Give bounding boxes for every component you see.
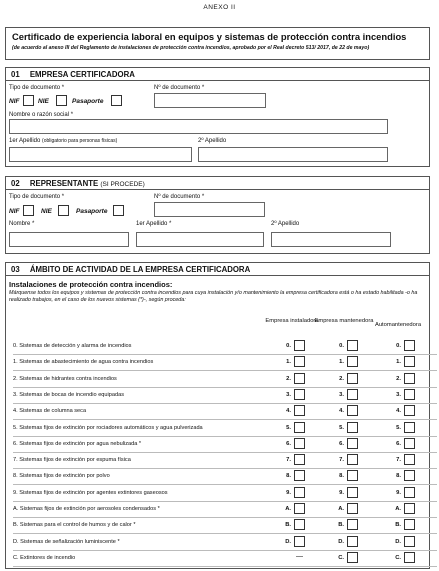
row-mark: 9. [286, 489, 291, 496]
automantenedora-checkbox[interactable] [404, 389, 415, 400]
table-row [13, 404, 437, 420]
row-mark: 1. [286, 359, 291, 366]
option-pasaporte-label: Pasaporte [76, 208, 108, 215]
section-number: 03 [11, 265, 20, 274]
table-row [13, 421, 437, 437]
row-mark: 9. [396, 489, 401, 496]
row-mark: 2. [286, 375, 291, 382]
col-empresa-instaladora: Empresa instaladora [265, 318, 319, 324]
mantenedora-checkbox[interactable] [347, 340, 358, 351]
instaladora-checkbox[interactable] [294, 405, 305, 416]
section-title: ÁMBITO DE ACTIVIDAD DE LA EMPRESA CERTIFICADORA [29, 265, 251, 274]
row-label: 2. Sistemas de hidrantes contra incendios [13, 375, 117, 382]
surname2-field[interactable] [271, 232, 391, 247]
automantenedora-checkbox[interactable] [404, 454, 415, 465]
automantenedora-checkbox[interactable] [404, 470, 415, 481]
automantenedora-checkbox[interactable] [404, 373, 415, 384]
automantenedora-checkbox[interactable] [404, 552, 415, 563]
option-pasaporte-label: Pasaporte [72, 98, 104, 105]
surname1-label: 1er Apellido * [136, 221, 172, 227]
table-row [13, 437, 437, 453]
row-mark: 0. [396, 343, 401, 349]
row-mark: C. [338, 554, 344, 561]
instaladora-checkbox[interactable] [294, 356, 305, 367]
name-field[interactable] [9, 232, 129, 247]
row-label: 3. Sistemas de bocas de incendio equipadas [13, 391, 125, 398]
section-title-note: (SI PROCEDE) [100, 181, 145, 188]
table-row [13, 518, 437, 534]
title-box [5, 27, 430, 60]
row-mark: D. [285, 538, 291, 545]
automantenedora-checkbox[interactable] [404, 503, 415, 514]
nif-checkbox[interactable] [23, 95, 34, 106]
row-mark: 4. [339, 408, 344, 415]
name-label: Nombre * [9, 221, 35, 227]
table-row [13, 535, 437, 551]
automantenedora-checkbox[interactable] [404, 356, 415, 367]
mantenedora-checkbox[interactable] [347, 438, 358, 449]
row-mark: 0. [339, 343, 344, 349]
table-row [13, 339, 437, 355]
doc-number-label: Nº de documento * [154, 85, 205, 91]
table-row [13, 551, 437, 567]
section-ambito-actividad [5, 262, 430, 569]
row-label: D. Sistemas de señalización luminiscente * [13, 538, 120, 545]
row-mark: A. [395, 506, 401, 512]
col-empresa-mantenedora: Empresa mantenedora [314, 318, 374, 324]
automantenedora-checkbox[interactable] [404, 340, 415, 351]
section-header [6, 177, 429, 190]
row-label: 4. Sistemas de columna seca [13, 408, 87, 415]
table-row [13, 372, 437, 388]
automantenedora-checkbox[interactable] [404, 438, 415, 449]
row-mark: 6. [339, 440, 344, 447]
instaladora-checkbox[interactable] [294, 470, 305, 481]
section-empresa-certificadora [5, 67, 430, 167]
row-label: 7. Sistemas fijos de extinción por espuma física [13, 457, 131, 464]
row-mark: 0. [286, 343, 291, 349]
row-mark: D. [338, 538, 344, 545]
section-title: REPRESENTANTE [29, 179, 99, 188]
mantenedora-checkbox[interactable] [347, 454, 358, 465]
row-mark: 3. [339, 391, 344, 398]
row-mark: 7. [339, 457, 344, 464]
instaladora-checkbox[interactable] [294, 503, 305, 514]
option-nif-label: NIF [9, 208, 20, 215]
automantenedora-checkbox[interactable] [404, 405, 415, 416]
col-automantenedora: Automantenedora [374, 322, 422, 328]
row-mark: 8. [286, 473, 291, 480]
row-mark: C. [395, 554, 401, 561]
automantenedora-checkbox[interactable] [404, 536, 415, 547]
row-mark: 2. [339, 375, 344, 382]
instaladora-checkbox[interactable] [294, 340, 305, 351]
row-label: B. Sistemas para el control de humos y de calor * [13, 522, 136, 529]
section-number: 02 [11, 179, 20, 188]
table-row [13, 502, 437, 518]
row-mark: A. [285, 506, 291, 512]
installations-intro: Márquense todos los equipos y sistemas de protección contra incendios para cuya instalación y/o mantenimiento la empresa certificadora está o ha estado habilitada -o ha realizado trabajos, en el caso de los nuevos sistemas (*)-, según proceda: [9, 290, 418, 303]
name-field[interactable] [9, 119, 388, 134]
row-mark: 3. [396, 391, 401, 398]
instaladora-checkbox[interactable] [294, 519, 305, 530]
installations-subtitle: Instalaciones de protección contra incendios: [9, 280, 173, 289]
row-label: 9. Sistemas fijos de extinción por agentes extintores gaseosos [13, 489, 168, 496]
row-mark: 4. [396, 408, 401, 415]
mantenedora-checkbox[interactable] [347, 389, 358, 400]
form-subtitle: (de acuerdo al anexo III del Reglamento de instalaciones de protección contra incendios, aprobado por el Real decreto 513/ 2017, de 22 de mayo) [12, 45, 370, 51]
mantenedora-checkbox[interactable] [347, 422, 358, 433]
section-header [6, 263, 429, 276]
automantenedora-checkbox[interactable] [404, 487, 415, 498]
section-header [6, 68, 429, 81]
table-row [13, 355, 437, 371]
row-mark: 7. [286, 457, 291, 464]
surname1-label [9, 138, 117, 144]
nie-checkbox[interactable] [58, 205, 69, 216]
option-nie-label: NIE [38, 98, 49, 105]
option-nif-label: NIF [9, 98, 20, 105]
mantenedora-checkbox[interactable] [347, 519, 358, 530]
mantenedora-checkbox[interactable] [347, 487, 358, 498]
row-label: 6. Sistemas fijos de extinción por agua nebulizada * [13, 440, 142, 447]
surname1-field[interactable] [9, 147, 192, 162]
row-mark: 2. [396, 375, 401, 382]
mantenedora-checkbox[interactable] [347, 470, 358, 481]
section-title: EMPRESA CERTIFICADORA [29, 70, 135, 79]
instaladora-checkbox[interactable] [294, 536, 305, 547]
row-mark: D. [395, 538, 401, 545]
table-row [13, 469, 437, 485]
table-row [13, 388, 437, 404]
section-representante [5, 176, 430, 254]
doc-number-label: Nº de documento * [154, 194, 205, 200]
row-mark: 5. [286, 424, 291, 431]
row-mark: 8. [396, 473, 401, 480]
row-mark: B. [285, 522, 291, 529]
surname2-field[interactable] [198, 147, 388, 162]
row-mark: 1. [396, 359, 401, 366]
doc-number-field[interactable] [154, 93, 266, 108]
instaladora-checkbox[interactable] [294, 422, 305, 433]
mantenedora-checkbox[interactable] [347, 503, 358, 514]
doc-number-field[interactable] [154, 202, 265, 217]
automantenedora-checkbox[interactable] [404, 519, 415, 530]
surname1-field[interactable] [136, 232, 264, 247]
mantenedora-checkbox[interactable] [347, 536, 358, 547]
pasaporte-checkbox[interactable] [111, 95, 122, 106]
table-row [13, 453, 437, 469]
row-mark: 8. [339, 473, 344, 480]
row-mark: 5. [339, 424, 344, 431]
surname2-label: 2º Apellido [271, 221, 300, 227]
instaladora-checkbox[interactable] [294, 389, 305, 400]
section-number: 01 [11, 70, 20, 79]
row-mark: 6. [286, 440, 291, 447]
doc-type-label: Tipo de documento * [9, 194, 65, 200]
mantenedora-checkbox[interactable] [347, 552, 358, 563]
row-mark: B. [395, 522, 401, 529]
table-row [13, 486, 437, 502]
row-mark: B. [338, 522, 344, 529]
nie-checkbox[interactable] [56, 95, 67, 106]
not-applicable-dash: — [296, 552, 303, 560]
row-label: 0. Sistemas de detección y alarma de incendios [13, 343, 132, 349]
row-label: 1. Sistemas de abastecimiento de agua contra incendios [13, 359, 154, 366]
surname2-label: 2º Apellido [198, 138, 227, 144]
row-mark: 6. [396, 440, 401, 447]
row-label: 8. Sistemas fijos de extinción por polvo [13, 473, 110, 480]
mantenedora-checkbox[interactable] [347, 405, 358, 416]
row-mark: 4. [286, 408, 291, 415]
mantenedora-checkbox[interactable] [347, 373, 358, 384]
row-mark: 7. [396, 457, 401, 464]
row-label: C. Extintores de incendio [13, 554, 76, 561]
row-mark: 3. [286, 391, 291, 398]
annex-label: ANEXO II [203, 4, 236, 11]
row-mark: A. [338, 506, 344, 512]
instaladora-checkbox[interactable] [294, 487, 305, 498]
surname1-note: (obligatorio para personas físicas) [42, 138, 118, 144]
nif-checkbox[interactable] [23, 205, 34, 216]
row-label: A. Sistemas fijos de extinción por aerosoles condensados * [13, 506, 160, 512]
form-title: Certificado de experiencia laboral en equipos y sistemas de protección contra incendios [12, 31, 407, 42]
option-nie-label: NIE [41, 208, 52, 215]
name-label: Nombre o razón social * [9, 112, 74, 118]
pasaporte-checkbox[interactable] [113, 205, 124, 216]
instaladora-checkbox[interactable] [294, 438, 305, 449]
surname1-label-text: 1er Apellido [9, 138, 41, 144]
instaladora-checkbox[interactable] [294, 373, 305, 384]
mantenedora-checkbox[interactable] [347, 356, 358, 367]
row-mark: 1. [339, 359, 344, 366]
doc-type-label: Tipo de documento * [9, 85, 65, 91]
row-mark: 9. [339, 489, 344, 496]
instaladora-checkbox[interactable] [294, 454, 305, 465]
automantenedora-checkbox[interactable] [404, 422, 415, 433]
row-label: 5. Sistemas fijos de extinción por rociadores automáticos y agua pulverizada [13, 424, 203, 431]
row-mark: 5. [396, 424, 401, 431]
